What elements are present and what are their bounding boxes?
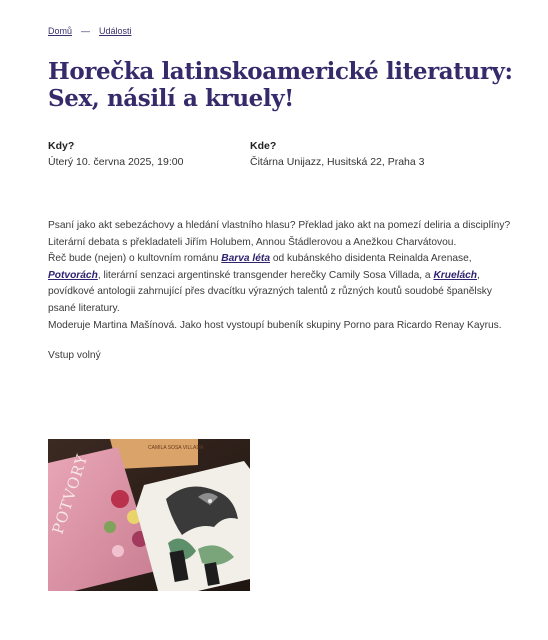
- location-value: Čitárna Unijazz, Husitská 22, Praha 3: [250, 156, 425, 168]
- top-book-text: CAMILA SOSA VILLADA: [148, 445, 204, 451]
- text-segment: , povídkové antologii zahrnující přes dvacítku výrazných talentů z různých koutů soudobé španělsky psané literatury.: [48, 269, 492, 314]
- description-paragraph-3: Moderuje Martina Mašínová. Jako host vystoupí bubeník skupiny Porno para Ricardo Renay Kayrus.: [48, 319, 502, 331]
- book-link-kruely[interactable]: Kruelách: [433, 269, 478, 281]
- breadcrumb-home-link[interactable]: Domů: [48, 26, 73, 36]
- breadcrumb-events-link[interactable]: Události: [99, 26, 132, 36]
- text-segment: , literární senzaci argentinské transgender herečky Camily Sosa Villada, a: [97, 269, 434, 281]
- date-value: Úterý 10. června 2025, 19:00: [48, 156, 184, 168]
- book-link-potvory[interactable]: Potvorách: [48, 269, 98, 281]
- entry-info: Vstup volný: [48, 350, 101, 362]
- book-link-barva-leta[interactable]: Barva léta: [221, 253, 270, 265]
- description-paragraph-2: [48, 251, 516, 317]
- event-location: [250, 138, 425, 170]
- event-photo: [48, 439, 250, 591]
- description-paragraph-1: Psaní jako akt sebezáchovy a hledání vlastního hlasu? Překlad jako akt na pomezí deliria a disciplíny? Literární debata s překladateli Jiřím Holubem, Annou Štádlerovou a Anežkou Charvátovou.: [48, 220, 511, 248]
- breadcrumb-separator: —: [81, 26, 91, 36]
- event-date: [48, 138, 183, 170]
- text-segment: od kubánského disidenta Reinalda Arenase,: [270, 253, 472, 265]
- page-title: Horečka latinskoamerické literatury: Sex, násilí a kruely!: [48, 58, 513, 112]
- book-spine-text: POTVORY: [48, 451, 92, 537]
- breadcrumb: [48, 26, 132, 36]
- date-label: Kdy?: [48, 140, 75, 152]
- event-description: [48, 218, 516, 365]
- location-label: Kde?: [250, 140, 277, 152]
- text-segment: Řeč bude (nejen) o kultovním románu: [48, 253, 222, 265]
